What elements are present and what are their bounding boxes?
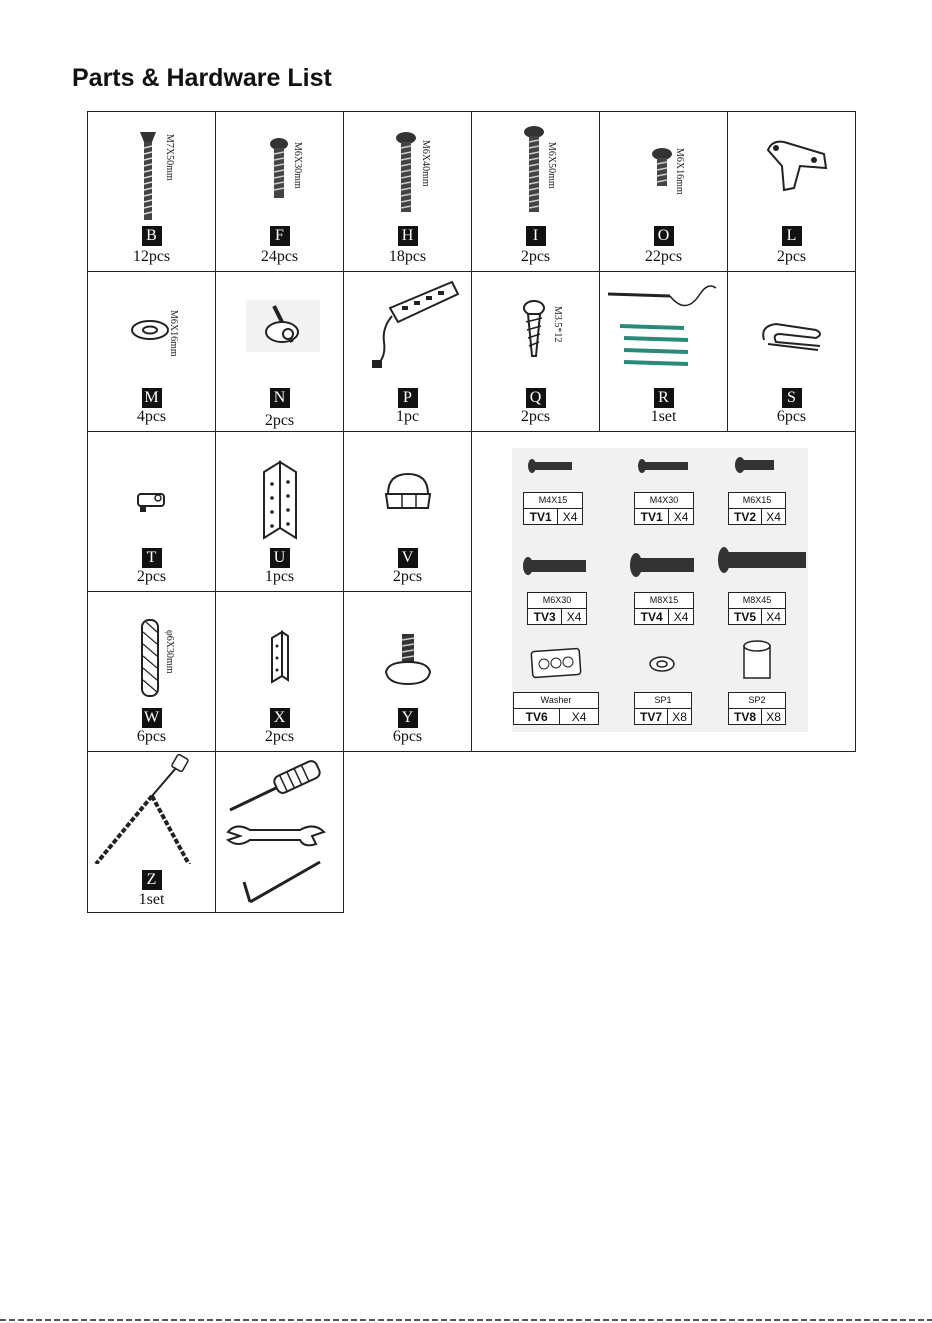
part-qty: 2pcs (520, 248, 551, 265)
tv-size: M4X30 (635, 493, 693, 509)
tv-hardware-label (527, 592, 587, 625)
part-qty: 2pcs (776, 248, 807, 265)
tv-count: X8 (672, 710, 687, 724)
part-letter: V (398, 548, 418, 568)
drill-bit-set-icon (88, 752, 216, 864)
button-head-bolt-icon (344, 112, 472, 222)
tv-count: X4 (673, 510, 689, 524)
wood-dowel-icon (88, 592, 216, 702)
part-p-cell (343, 271, 472, 432)
part-letter: R (654, 388, 674, 408)
tv-code: TV8 (729, 709, 762, 725)
tv-hardware-label (634, 692, 692, 725)
tv-count: X4 (766, 610, 781, 624)
part-letter: U (270, 548, 290, 568)
part-v-cell (343, 431, 472, 592)
tools-cell (215, 751, 344, 913)
part-spec: M6X16mm (674, 148, 685, 195)
part-n-cell (215, 271, 344, 432)
part-qty: 12pcs (132, 248, 171, 265)
part-qty: 4pcs (136, 408, 167, 425)
part-qty: 1set (138, 891, 165, 908)
tv-code: TV2 (729, 509, 762, 525)
part-qty: 2pcs (264, 412, 295, 429)
part-spec: M6X30mm (292, 142, 303, 189)
part-f-cell (215, 111, 344, 272)
cable-clip-icon (728, 272, 856, 382)
button-head-bolt-icon (472, 112, 600, 222)
tv-hardware-label (728, 492, 786, 525)
part-letter: L (782, 226, 802, 246)
tv-count: X4 (566, 610, 582, 624)
part-letter: P (398, 388, 418, 408)
small-bracket-icon (216, 592, 344, 702)
part-m-cell (87, 271, 216, 432)
cable-tie-kit-icon (600, 272, 728, 382)
tv-hardware-label (728, 592, 786, 625)
part-qty: 2pcs (136, 568, 167, 585)
part-letter: T (142, 548, 162, 568)
part-qty: 6pcs (392, 728, 423, 745)
tv-screws-icon (512, 448, 808, 732)
tv-size: SP2 (729, 693, 785, 709)
tv-code: TV7 (635, 709, 668, 725)
tv-hardware-label (728, 692, 786, 725)
part-spec: M6X50mm (546, 142, 557, 189)
tv-hardware-label (634, 492, 694, 525)
part-qty: 2pcs (520, 408, 551, 425)
power-strip-icon (344, 272, 472, 382)
cap-nut-icon (344, 432, 472, 542)
part-z-cell (87, 751, 216, 913)
part-qty: 6pcs (776, 408, 807, 425)
tv-hardware-label (513, 692, 599, 725)
part-qty: 18pcs (388, 248, 427, 265)
part-spec: M6X16mm (168, 310, 179, 357)
part-letter: F (270, 226, 290, 246)
part-letter: N (270, 388, 290, 408)
part-letter: Q (526, 388, 546, 408)
dowel-connector-icon (88, 432, 216, 542)
part-letter: W (142, 708, 162, 728)
tv-size: M6X30 (528, 593, 586, 609)
tv-size: SP1 (635, 693, 691, 709)
tv-count: X4 (766, 510, 781, 524)
tv-count: X4 (562, 510, 578, 524)
part-s-cell (727, 271, 856, 432)
part-spec: M6X40mm (420, 140, 431, 187)
u-channel-bracket-icon (216, 432, 344, 542)
tv-code: TV6 (514, 709, 560, 725)
tv-count: X4 (673, 610, 689, 624)
part-qty: 1set (650, 408, 677, 425)
part-qty: 1pcs (264, 568, 295, 585)
tv-code: TV5 (729, 609, 762, 625)
part-u-cell (215, 431, 344, 592)
page-title: Parts & Hardware List (72, 64, 332, 92)
part-qty: 2pcs (264, 728, 295, 745)
part-letter: I (526, 226, 546, 246)
washer-icon (88, 272, 216, 382)
part-o-cell (599, 111, 728, 272)
part-qty: 22pcs (644, 248, 683, 265)
part-spec: M7X50mm (164, 134, 175, 181)
tv-code: TV1 (524, 509, 558, 525)
part-spec: M3.5*12 (552, 306, 563, 343)
part-w-cell (87, 591, 216, 752)
part-letter: X (270, 708, 290, 728)
button-head-bolt-icon (600, 112, 728, 222)
tv-count: X4 (571, 710, 587, 724)
tv-hardware-panel (512, 448, 808, 732)
part-r-cell (599, 271, 728, 432)
button-head-bolt-icon (216, 112, 344, 222)
tv-size: M8X15 (635, 593, 693, 609)
tv-size: M6X15 (729, 493, 785, 509)
part-spec: φ6X30mm (164, 630, 175, 674)
tv-hardware-label (523, 492, 583, 525)
tv-size: Washer (514, 693, 598, 709)
part-letter: H (398, 226, 418, 246)
part-letter: B (142, 226, 162, 246)
page-footer-rule (0, 1319, 932, 1321)
part-qty: 2pcs (392, 568, 423, 585)
tv-hardware-label (634, 592, 694, 625)
part-i-cell (471, 111, 600, 272)
part-qty: 1pc (395, 408, 420, 425)
tv-code: TV3 (528, 609, 562, 625)
part-x-cell (215, 591, 344, 752)
part-letter: S (782, 388, 802, 408)
part-l-cell (727, 111, 856, 272)
tv-size: M8X45 (729, 593, 785, 609)
countersunk-bolt-icon (88, 112, 216, 222)
tv-code: TV1 (635, 509, 669, 525)
part-t-cell (87, 431, 216, 592)
part-letter: M (142, 388, 162, 408)
part-h-cell (343, 111, 472, 272)
part-letter: Z (142, 870, 162, 890)
part-qty: 6pcs (136, 728, 167, 745)
part-b-cell (87, 111, 216, 272)
tv-size: M4X15 (524, 493, 582, 509)
screwdriver-wrench-allen-key-icon (216, 752, 344, 912)
leveling-foot-icon (344, 592, 472, 702)
part-y-cell (343, 591, 472, 752)
tv-count: X8 (766, 710, 781, 724)
part-qty: 24pcs (260, 248, 299, 265)
cam-lock-icon (216, 272, 344, 382)
part-letter: Y (398, 708, 418, 728)
tv-code: TV4 (635, 609, 669, 625)
part-q-cell (471, 271, 600, 432)
part-letter: O (654, 226, 674, 246)
angle-bracket-icon (728, 112, 856, 222)
wood-screw-icon (472, 272, 600, 382)
